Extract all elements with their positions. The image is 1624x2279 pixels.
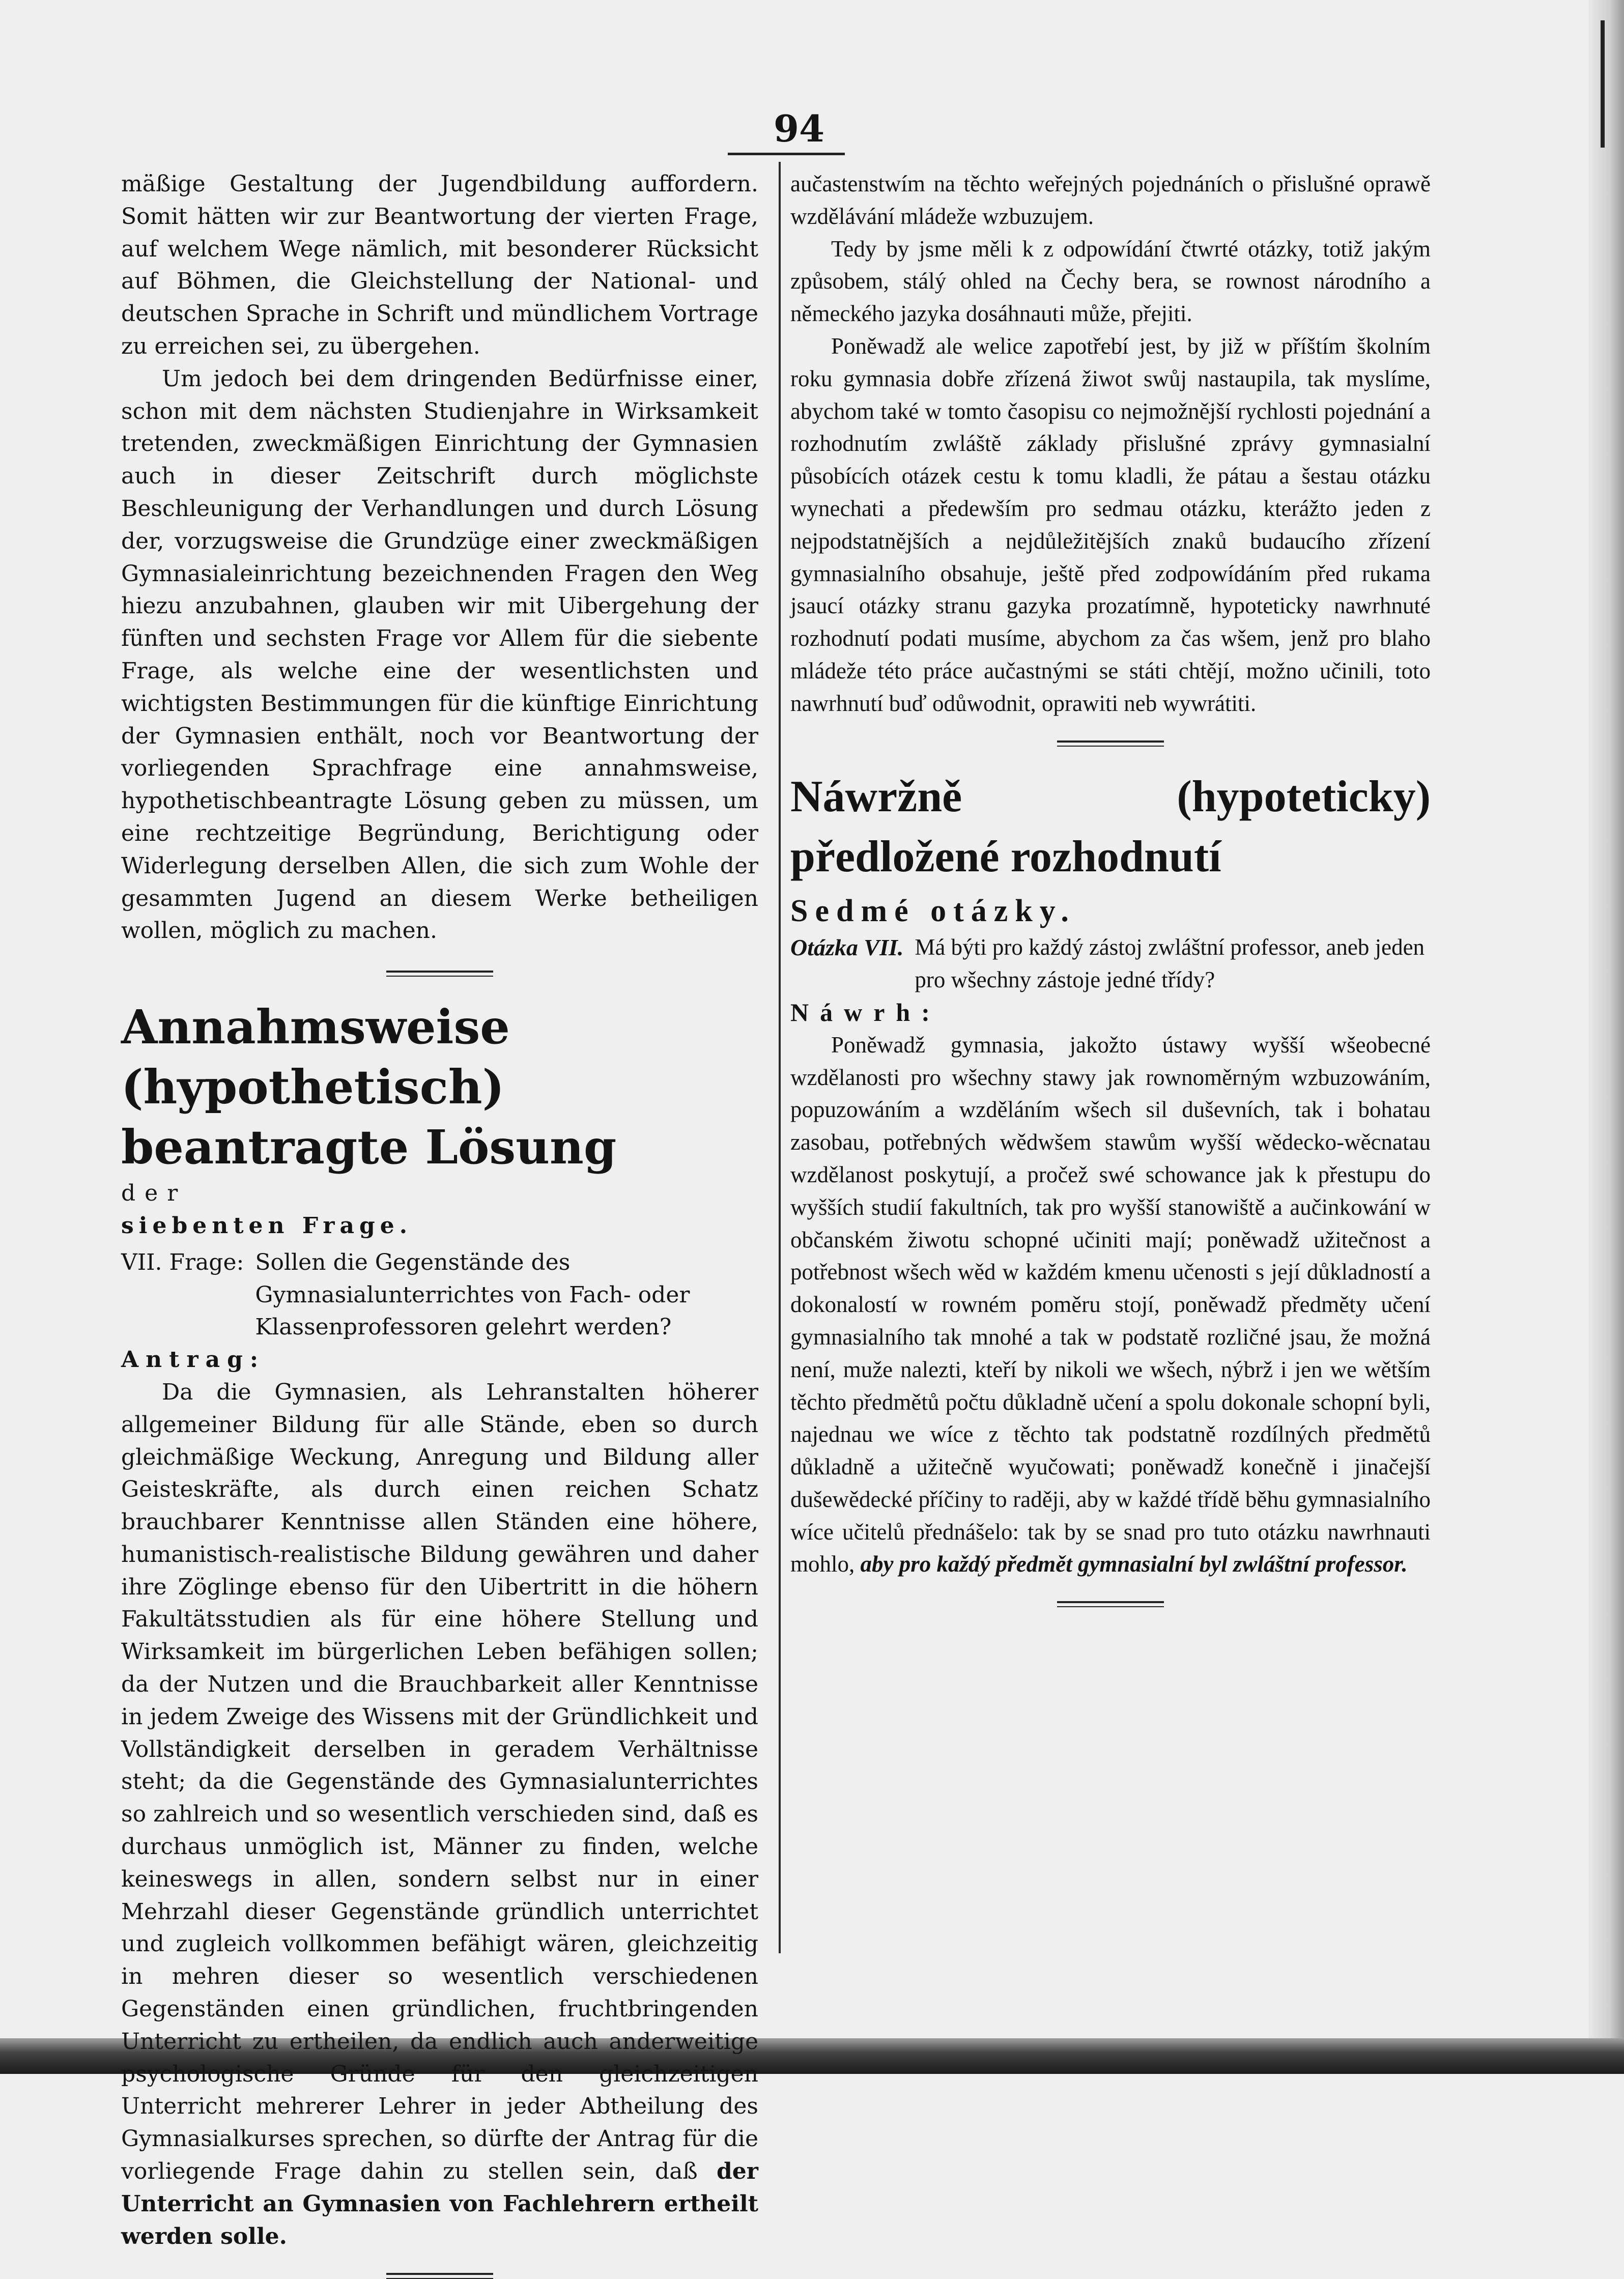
section-divider-bottom — [1057, 1601, 1164, 1607]
german-heading-der: der — [121, 1180, 187, 1207]
czech-question — [790, 931, 1431, 996]
section-divider-bottom — [386, 2273, 493, 2279]
czech-proposal-conclusion: aby pro každý předmět gymnasialní byl zwláštní professor. — [860, 1551, 1408, 1577]
czech-proposal-label: Náwrh: — [790, 998, 941, 1027]
german-paragraph-2: Um jedoch bei dem dringenden Bedürfnisse einer, schon mit dem nächsten Studienjahre in Wirksamkeit tretenden, zweckmäßigen Einrichtung der Gymnasien auch in dieser Zeitschrift durch möglichste Beschleunigung der Verhandlungen und durch Lösung der, vorzugsweise die Grundzüge einer zweckmäßigen Gymnasialeinrichtung bezeichnenden Fragen den Weg hiezu anzubahnen, glauben wir mit Uibergehung der fünften und sechsten Frage vor Allem für die siebente Frage, als welche eine der wesentlichsten und wichtigsten Bestimmungen für die künftige Einrichtung der Gymnasien enthält, noch vor Beantwortung der vorliegenden Sprachfrage eine annahmsweise, hypothetischbeantragte Lösung geben zu müssen, um eine rechtzeitige Begründung, Berichtigung oder Widerlegung derselben Allen, die sich zum Wohle der gesammten Jugend an diesem Werke betheiligen wollen, möglich zu machen. — [121, 365, 758, 944]
czech-paragraph-2: Tedy by jsme měli k z odpowídání čtwrté otázky, totiž jakým způsobem, stálý ohled na Čechy bera, se rownost národního a německého jazyka dosáhnauti může, přejiti. — [790, 236, 1431, 327]
czech-proposal — [790, 1029, 1431, 1581]
german-proposal-label: Antrag: — [121, 1347, 266, 1373]
german-proposal — [121, 1376, 758, 2253]
german-proposal-text: Da die Gymnasien, als Lehranstalten höherer allgemeiner Bildung für alle Stände, eben so durch gleichmäßige Weckung, Anregung und Bildung aller Geisteskräfte, als durch einen reichen Schatz brauchbarer Kenntnisse allen Ständen eine höhere, humanistisch-realistische Bildung gewähren und daher ihre Zöglinge ebenso für den Uibertritt in die höhern Fakultätsstudien als für eine höhere Stellung und Wirksamkeit im bürgerlichen Leben befähigen sollen; da der Nutzen und die Brauchbarkeit aller Kenntnisse in jedem Zweige des Wissens mit der Gründlichkeit und Vollständigkeit derselben in geradem Verhältnisse steht; da die Gegenstände des Gymnasialunterrichtes so zahlreich und so wesentlich verschieden sind, daß es durchaus unmöglich ist, Männer zu finden, welche keineswegs in allen, sondern selbst nur in einer Mehrzahl dieser Gegenstände gründlich unterrichtet und zugleich vollkommen befähigt wären, gleichzeitig in mehren dieser so wesentlich verschiedenen Gegenständen einen gründlichen, fruchtbringenden Unterricht zu ertheilen, da endlich auch anderweitige psychologische Gründe für den gleichzeitigen Unterricht mehrerer Lehrer in jeder Abtheilung des Gymnasialkurses sprechen, so dürfte der Antrag für die vorliegende Frage dahin zu stellen sein, daß — [121, 1379, 758, 2185]
german-question — [121, 1246, 758, 1344]
czech-question-label: Otázka VII. — [790, 934, 904, 961]
czech-column — [790, 168, 1431, 1607]
german-question-label: VII. Frage: — [121, 1249, 244, 1275]
german-question-text: Sollen die Gegenstände des Gymnasialunterrichtes von Fach- oder Klassenprofessoren gelehrt werden? — [255, 1249, 690, 1341]
section-divider — [1057, 740, 1164, 747]
czech-question-text: Má býti pro každý zástoj zwláštní professor, aneb jeden pro wšechny zástoje jedné třídy? — [915, 934, 1425, 993]
scan-edge-right — [1588, 0, 1624, 2074]
german-heading-frage: siebenten Frage. — [121, 1212, 413, 1239]
czech-paragraph-3: Poněwadž ale welice zapotřebí jest, by již w příštím školním roku gymnasia dobře zřízená žiwot swůj nastaupila, tak myslíme, abychom také w tomto časopisu co nejmožnější rychlosti pojednání a rozhodnutím zwláště základy přislušné zprávy gymnasialní působících otázek cestu k tomu kladli, že pátau a šestau otázku wynechati a předewším pro sedmau otázku, kterážto jeden z nejpodstatnějších a nejdůležitějších znaků budaucího zřízení gymnasialního obsahuje, ještě před zodpowídáním před rukama jsaucí otázky stranu gazyka prozatímně, hypoteticky nawrhnuté rozhodnutí podati musíme, abychom za čas wšem, jenž pro blaho mládeže této práce aučastnými se státi chtějí, možno učinili, toto nawrhnutí buď odůwodnit, oprawiti neb wywrátiti. — [790, 333, 1431, 716]
czech-paragraph-1: aučastenstwím na těchto weřejných pojednáních o přislušné oprawě wzdělávání mládeže wzbuzujem. — [790, 171, 1431, 229]
page-number: 94 — [773, 107, 825, 150]
column-divider — [779, 162, 781, 1953]
czech-heading-frage: Sedmé otázky. — [790, 893, 1076, 928]
german-heading: Annahmsweise (hypothetisch) beantragte Lösung — [121, 1000, 617, 1175]
header-rule — [728, 153, 845, 155]
section-divider — [386, 971, 493, 977]
czech-proposal-text: Poněwadž gymnasia, jakožto ústawy wyšší wšeobecné wzdělanosti pro wšechny stawy jak rownoměrným wzbuzowáním, popuzowáním a wzděláním wšech sil duševních, tak i bohatau zasobau, potřebných wědwšem stawům wyšší wědecko-wěcnatau wzdělanost poskytují, a pročež swé schowance jak k přestupu do wyšších studií fakultních, tak pro wyšší stanowiště a aučinkowání w občanském žiwotu schopné učiniti mají; poněwadž užitečnost a potřebnost wšech wěd w každém kmenu učenosti s její důkladností a dokonalostí w rowném poměru stojí, poněwadž předměty učení gymnasialního tak mnohé a tak w podstatě rozličné jsau, že možná není, muže nalezti, kteří by nikoli we wšech, nýbrž i jen we wětším těchto předmětů počtu důkladně učení a spolu dokonale schopní byli, najednau we wíce z těchto tak podstatně rozdílných předmětů důkladně a užitečně wyučowati; poněwadž konečně i jinačejší dušewědecké příčiny to raději, aby w každé třídě běhu gymnasialního wíce učitelů přednášelo: tak by se snad pro tuto otázku nawrhnauti mohlo, — [790, 1032, 1431, 1577]
scan-edge-rule — [1601, 20, 1605, 148]
german-proposal-conclusion: der Unterricht an Gymnasien von Fachlehrern ertheilt werden solle. — [121, 2158, 758, 2249]
german-column — [121, 168, 758, 2279]
czech-heading: Náwržně (hypoteticky) předložené rozhodnutí — [790, 772, 1431, 881]
german-paragraph-1: mäßige Gestaltung der Jugendbildung auffordern. Somit hätten wir zur Beantwortung der vierten Frage, auf welchem Wege nämlich, mit besonderer Rücksicht auf Böhmen, die Gleichstellung der National- und deutschen Sprache in Schrift und mündlichem Vortrage zu erreichen sei, zu übergehen. — [121, 171, 758, 359]
